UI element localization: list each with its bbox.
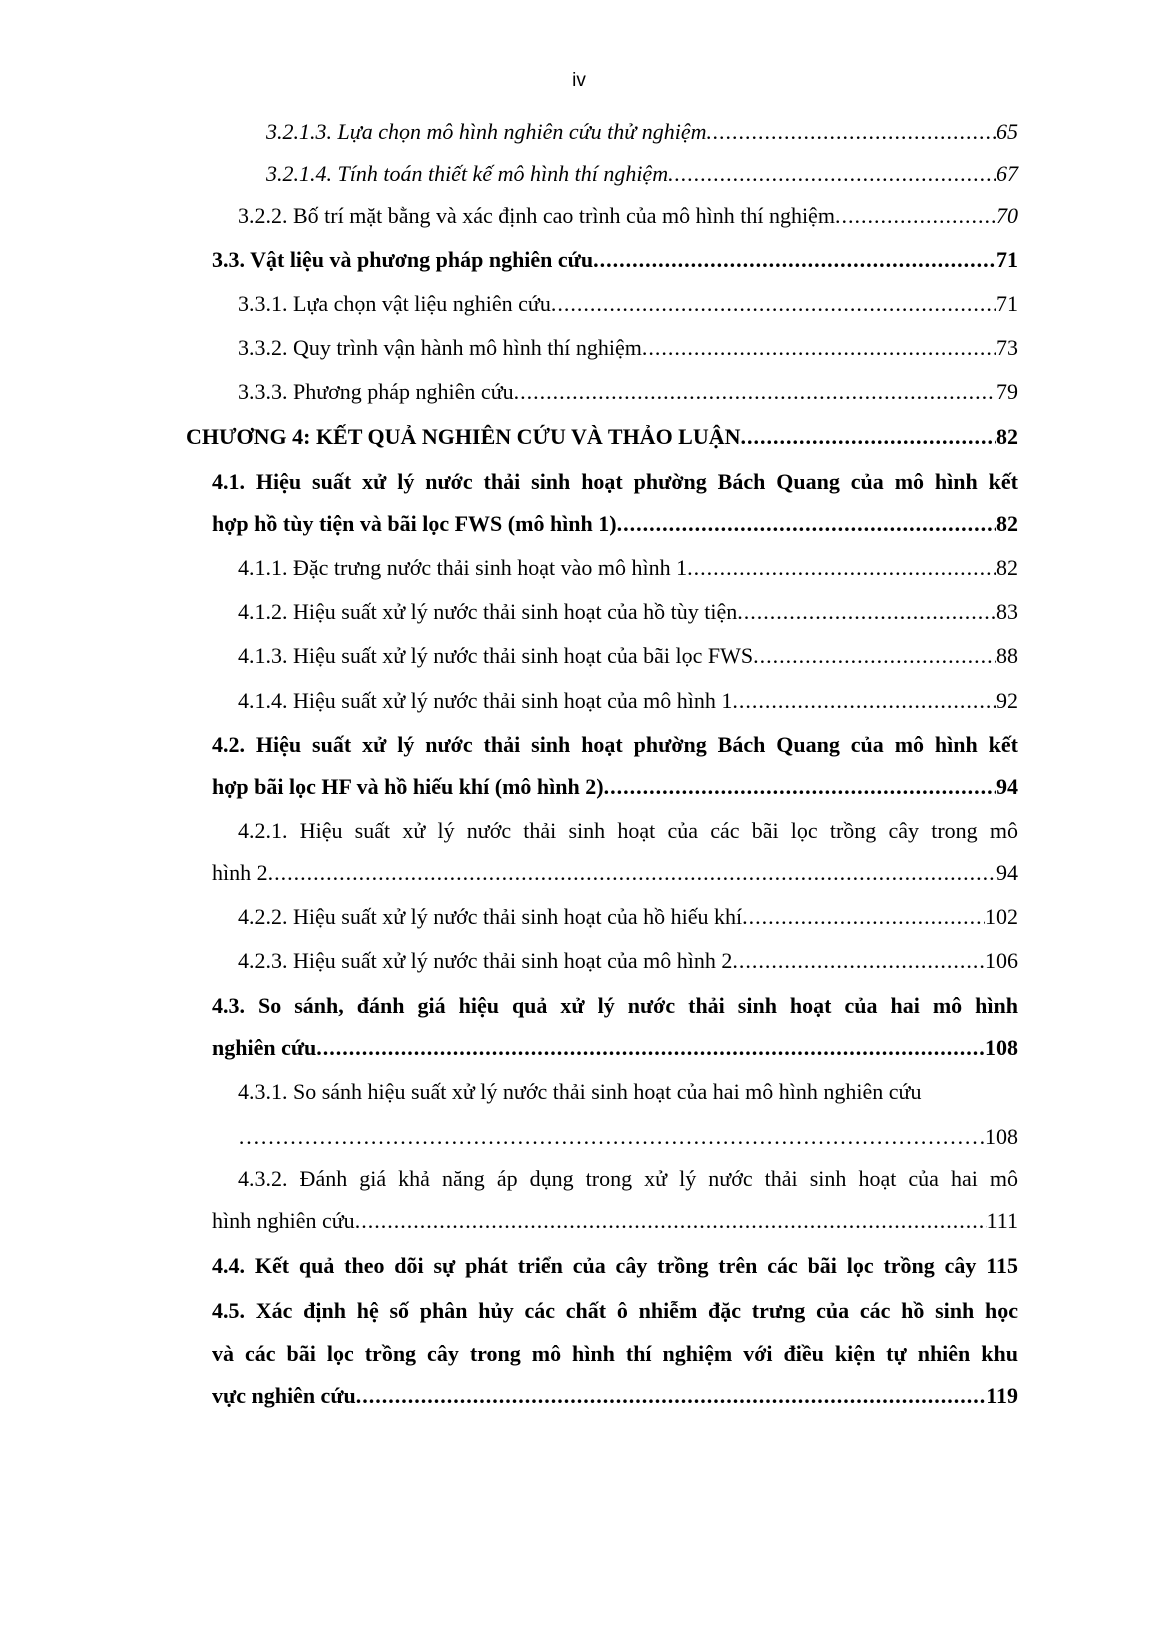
toc-leader-dots (687, 554, 996, 582)
page-number: iv (572, 70, 586, 91)
toc-entry-4-4[interactable] (212, 1252, 1018, 1280)
toc-entry-4-2-line1[interactable] (212, 731, 1018, 759)
toc-entry-4-3-1[interactable] (238, 1123, 1018, 1151)
toc-entry-page: 71 (996, 247, 1018, 272)
toc-entry-page: 94 (996, 774, 1018, 799)
toc-entry-4-2-1-line1[interactable] (238, 817, 1018, 845)
toc-entry-4-5[interactable] (212, 1382, 1018, 1410)
toc-entry-page: 108 (985, 1124, 1018, 1149)
toc-leader-dots (742, 903, 985, 931)
toc-entry-title: 4.2.3. Hiệu suất xử lý nước thải sinh hoạt của mô hình 2 (238, 948, 733, 973)
toc-entry-title-cont: hình 2 (212, 860, 268, 885)
toc-entry-page: 88 (996, 643, 1018, 668)
toc-entry-4-3-2-line1[interactable] (238, 1165, 1018, 1193)
toc-entry-title: 4.4. Kết quả theo dõi sự phát triển của cây trồng trên các bãi lọc trồng cây (212, 1253, 977, 1278)
toc-entry-title: 4.1.4. Hiệu suất xử lý nước thải sinh hoạt của mô hình 1 (238, 688, 733, 713)
toc-entry-title-cont: vực nghiên cứu (212, 1383, 356, 1408)
toc-entry-4-3[interactable] (212, 1034, 1018, 1062)
toc-entry-3-2-1-3[interactable] (266, 118, 1018, 146)
toc-entry-title: 4.3. So sánh, đánh giá hiệu quả xử lý nước thải sinh hoạt của hai mô hình (212, 993, 1018, 1018)
toc-entry-page: 73 (996, 335, 1018, 360)
toc-entry-title-cont: hợp bãi lọc HF và hồ hiếu khí (mô hình 2) (212, 774, 604, 799)
toc-entry-page: 82 (996, 511, 1018, 536)
toc-entry-title-cont: nghiên cứu (212, 1035, 317, 1060)
toc-entry-4-1-4[interactable] (238, 687, 1018, 715)
toc-entry-4-1-3[interactable] (238, 642, 1018, 670)
toc-entry-4-2-2[interactable] (238, 903, 1018, 931)
toc-entry-title: 4.3.1. So sánh hiệu suất xử lý nước thải sinh hoạt của hai mô hình nghiên cứu (238, 1079, 922, 1104)
toc-entry-title: 3.2.1.3. Lựa chọn mô hình nghiên cứu thử nghiệm (266, 119, 707, 144)
toc-entry-4-1[interactable] (212, 510, 1018, 538)
toc-leader-dots (741, 423, 996, 451)
toc-leader-dots (753, 642, 996, 670)
toc-entry-3-3-1[interactable] (238, 290, 1018, 318)
toc-leader-dots (642, 334, 996, 362)
toc-entry-title: 4.2.2. Hiệu suất xử lý nước thải sinh hoạt của hồ hiếu khí (238, 904, 743, 929)
toc-entry-page: 67 (996, 161, 1018, 186)
toc-entry-page: 79 (996, 379, 1018, 404)
toc-entry-page: 92 (996, 688, 1018, 713)
toc-entry-page: 108 (985, 1035, 1018, 1060)
toc-entry-page: 82 (996, 424, 1018, 449)
toc-entry-title: 3.3.1. Lựa chọn vật liệu nghiên cứu (238, 291, 551, 316)
toc-entry-3-3-2[interactable] (238, 334, 1018, 362)
toc-leader-dots (668, 160, 996, 188)
toc-leader-dots (268, 859, 996, 887)
toc-entry-page: 111 (986, 1208, 1018, 1233)
toc-entry-4-1-1[interactable] (238, 554, 1018, 582)
toc-leader-dots (356, 1382, 986, 1410)
toc-leader-dots (732, 947, 985, 975)
toc-entry-4-2[interactable] (212, 773, 1018, 801)
toc-entry-4-3-line1[interactable] (212, 992, 1018, 1020)
toc-leader-dots (593, 246, 996, 274)
toc-entry-4-1-2[interactable] (238, 598, 1018, 626)
toc-entry-3-2-1-4[interactable] (266, 160, 1018, 188)
toc-entry-title: 3.3.3. Phương pháp nghiên cứu (238, 379, 514, 404)
toc-entry-page: 119 (986, 1383, 1018, 1408)
toc-leader-dots (551, 290, 996, 318)
toc-entry-page: 71 (996, 291, 1018, 316)
toc-entry-title-cont: và các bãi lọc trồng cây trong mô hình thí nghiệm với điều kiện tự nhiên khu (212, 1341, 1018, 1366)
toc-entry-page: 102 (985, 904, 1018, 929)
toc-entry-title: 3.2.1.4. Tính toán thiết kế mô hình thí nghiệm (266, 161, 669, 186)
toc-entry-page: 70 (996, 203, 1018, 228)
toc-entry-4-2-1[interactable] (212, 859, 1018, 887)
toc-entry-page: 106 (985, 948, 1018, 973)
toc-leader-dots (737, 598, 996, 626)
toc-entry-chapter-4[interactable] (186, 423, 1018, 451)
toc-entry-title-cont: hợp hồ tùy tiện và bãi lọc FWS (mô hình 1) (212, 511, 617, 536)
toc-entry-3-3[interactable] (212, 246, 1018, 274)
toc-leader-dots (604, 773, 996, 801)
toc-leader-dots (316, 1034, 985, 1062)
toc-entry-page: 83 (996, 599, 1018, 624)
toc-entry-4-3-1-line1[interactable] (238, 1078, 921, 1106)
toc-entry-title: 4.3.2. Đánh giá khả năng áp dụng trong xử lý nước thải sinh hoạt của hai mô (238, 1166, 1018, 1191)
toc-entry-title: 4.2.1. Hiệu suất xử lý nước thải sinh hoạt của các bãi lọc trồng cây trong mô (238, 818, 1018, 843)
toc-entry-title: 3.2.2. Bố trí mặt bằng và xác định cao trình của mô hình thí nghiệm (238, 203, 835, 228)
toc-entry-page: 82 (996, 555, 1018, 580)
toc-entry-page: 115 (986, 1253, 1018, 1278)
toc-entry-3-3-3[interactable] (238, 378, 1018, 406)
toc-leader-dots (617, 510, 996, 538)
toc-leader-dots (514, 378, 996, 406)
toc-entry-3-2-2[interactable] (238, 202, 1018, 230)
toc-entry-4-3-2[interactable] (212, 1207, 1018, 1235)
toc-leader-dots (732, 687, 996, 715)
toc-entry-title: 3.3.2. Quy trình vận hành mô hình thí nghiệm (238, 335, 642, 360)
toc-entry-4-2-3[interactable] (238, 947, 1018, 975)
toc-entry-title: 3.3. Vật liệu và phương pháp nghiên cứu (212, 247, 594, 272)
toc-entry-4-5-line1[interactable] (212, 1297, 1018, 1325)
toc-leader-dots (707, 118, 996, 146)
toc-leader-dots (238, 1123, 985, 1151)
toc-entry-page: 65 (996, 119, 1018, 144)
toc-entry-page: 94 (996, 860, 1018, 885)
toc-entry-title: 4.2. Hiệu suất xử lý nước thải sinh hoạt phường Bách Quang của mô hình kết (212, 732, 1018, 757)
toc-entry-title: CHƯƠNG 4: KẾT QUẢ NGHIÊN CỨU VÀ THẢO LUẬN (186, 424, 741, 449)
toc-entry-title-cont: hình nghiên cứu (212, 1208, 355, 1233)
toc-entry-title: 4.5. Xác định hệ số phân hủy các chất ô nhiễm đặc trưng của các hồ sinh học (212, 1298, 1018, 1323)
toc-entry-title: 4.1. Hiệu suất xử lý nước thải sinh hoạt phường Bách Quang của mô hình kết (212, 469, 1018, 494)
toc-leader-dots (355, 1207, 987, 1235)
toc-entry-4-1-line1[interactable] (212, 468, 1018, 496)
toc-entry-title: 4.1.2. Hiệu suất xử lý nước thải sinh hoạt của hồ tùy tiện (238, 599, 738, 624)
toc-entry-title: 4.1.1. Đặc trưng nước thải sinh hoạt vào mô hình 1 (238, 555, 688, 580)
toc-leader-dots (835, 202, 996, 230)
toc-entry-4-5-line2[interactable] (212, 1340, 1018, 1368)
toc-entry-title: 4.1.3. Hiệu suất xử lý nước thải sinh hoạt của bãi lọc FWS (238, 643, 754, 668)
